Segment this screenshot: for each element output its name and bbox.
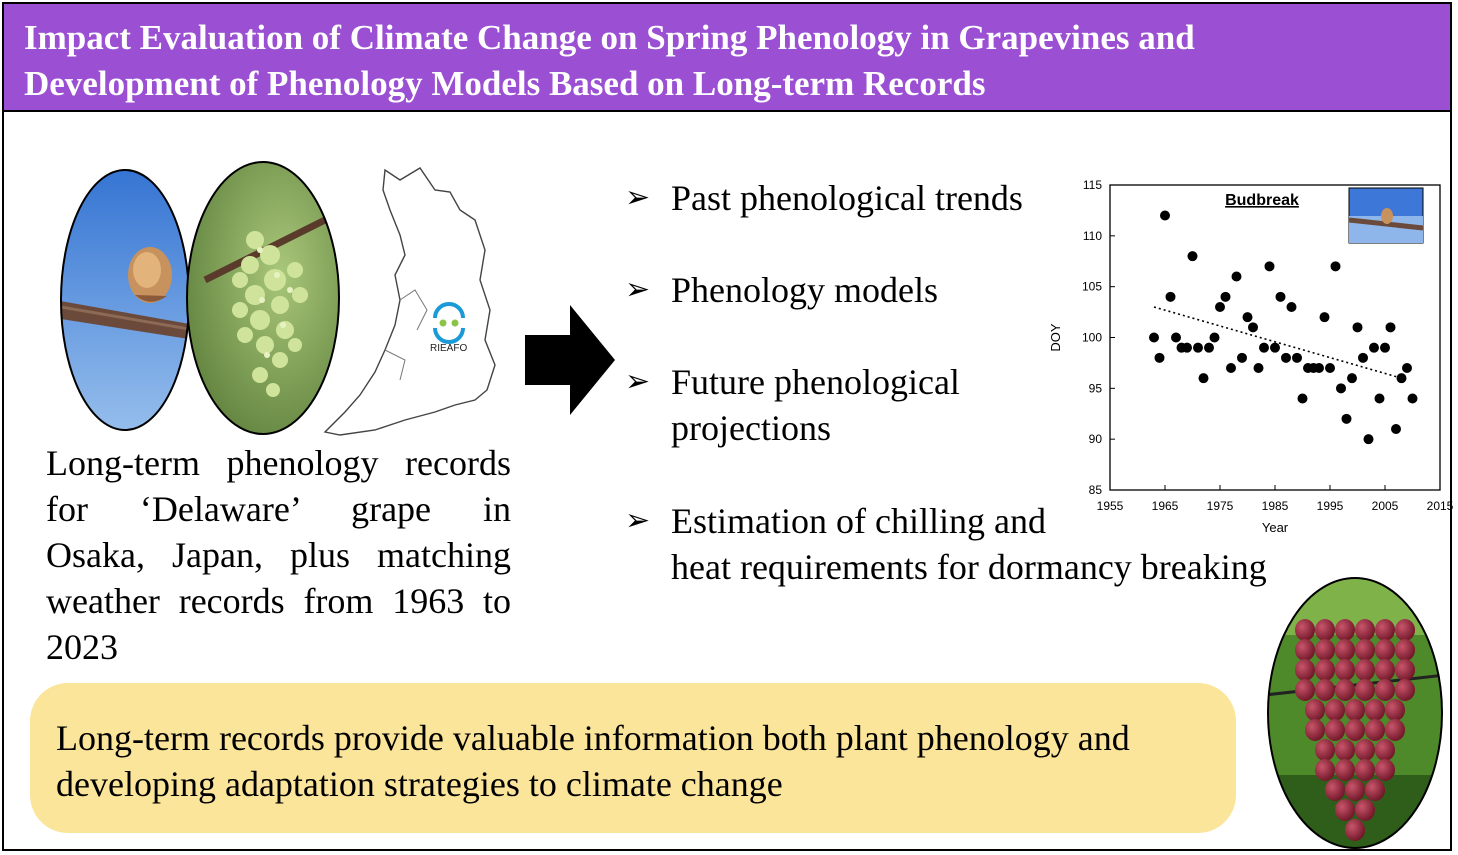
data-point (1397, 373, 1407, 383)
data-point (1254, 363, 1264, 373)
data-point (1226, 363, 1236, 373)
grape-berry (1345, 819, 1365, 841)
topic-text-continued: heat requirements for dormancy breaking (671, 547, 1267, 587)
description-line-3: Osaka, Japan, plus matching (46, 535, 511, 575)
grape-berry (1335, 639, 1355, 661)
grape-berry (1345, 699, 1365, 721)
data-point (1237, 353, 1247, 363)
data-point (1276, 292, 1286, 302)
x-tick-label: 2015 (1426, 499, 1454, 513)
description-line-4: weather records from 1963 to (46, 581, 511, 621)
bullet-arrow-icon: ➢ (625, 365, 651, 398)
conclusion-box (30, 683, 1236, 833)
x-tick-label: 1985 (1261, 499, 1289, 513)
topic-text: Future phenological (671, 362, 960, 402)
data-point (1259, 343, 1269, 353)
y-tick-label: 95 (1088, 381, 1102, 396)
grape-berry (1335, 739, 1355, 761)
description-line-5: 2023 (46, 627, 118, 667)
data-point (1248, 322, 1258, 332)
grape-berry (1365, 719, 1385, 741)
x-axis (1097, 485, 1454, 513)
x-tick-label: 1995 (1316, 499, 1344, 513)
records-description (46, 440, 511, 670)
grape-berry (1355, 759, 1375, 781)
topic-text-continued: projections (671, 408, 831, 448)
x-tick-label: 1965 (1151, 499, 1179, 513)
grape-berry (1355, 639, 1375, 661)
grape-berry (1295, 679, 1315, 701)
data-point (1171, 333, 1181, 343)
data-point (1204, 343, 1214, 353)
grape-berry (1355, 739, 1375, 761)
grape-berry (1325, 779, 1345, 801)
data-point (1210, 333, 1220, 343)
grape-berry (1335, 659, 1355, 681)
grape-berry (1375, 759, 1395, 781)
y-tick-label: 90 (1088, 432, 1102, 447)
data-point (1232, 272, 1242, 282)
x-tick-label: 2005 (1371, 499, 1399, 513)
data-point (1402, 363, 1412, 373)
data-point (1358, 353, 1368, 363)
x-axis-label: Year (1261, 520, 1289, 535)
grape-berry (1355, 679, 1375, 701)
grape-berry (1335, 619, 1355, 641)
y-tick-label: 105 (1081, 279, 1102, 294)
grape-berry (1355, 659, 1375, 681)
grape-berry (1385, 719, 1405, 741)
data-point (1188, 251, 1198, 261)
grape-berry (1375, 739, 1395, 761)
grape-berry (1305, 719, 1325, 741)
data-point (1221, 292, 1231, 302)
grape-berry (1375, 659, 1395, 681)
grape-berry (1295, 659, 1315, 681)
data-point (1364, 434, 1374, 444)
grape-berry (1345, 719, 1365, 741)
data-point (1193, 343, 1203, 353)
topic-text: Estimation of chilling and (671, 501, 1046, 541)
data-point (1342, 414, 1352, 424)
data-point (1331, 261, 1341, 271)
data-point (1314, 363, 1324, 373)
bullet-arrow-icon: ➢ (625, 504, 651, 537)
data-point (1369, 343, 1379, 353)
conclusion-line-2: developing adaptation strategies to climate change (56, 764, 783, 804)
grape-berry (1315, 619, 1335, 641)
grape-berry (1315, 759, 1335, 781)
grape-berry (1395, 619, 1415, 641)
osaka-map-icon (325, 168, 495, 435)
flower-cluster-photo-icon (185, 160, 345, 440)
title-banner (4, 4, 1450, 112)
data-point (1320, 312, 1330, 322)
bullet-arrow-icon: ➢ (625, 181, 651, 214)
grape-berry (1375, 619, 1395, 641)
grape-cluster-photo-icon (1265, 575, 1445, 850)
data-point (1347, 373, 1357, 383)
data-point (1408, 394, 1418, 404)
data-point (1325, 363, 1335, 373)
grape-berry (1315, 679, 1335, 701)
topic-text: Phenology models (671, 270, 938, 310)
grape-berry (1315, 639, 1335, 661)
data-point (1243, 312, 1253, 322)
grape-berry (1315, 659, 1335, 681)
grape-berry (1395, 679, 1415, 701)
data-point (1281, 353, 1291, 363)
right-arrow-icon (525, 305, 615, 415)
data-point (1353, 322, 1363, 332)
grape-berry (1355, 619, 1375, 641)
data-point (1182, 343, 1192, 353)
grape-berry (1395, 659, 1415, 681)
budbreak-inset-photo-icon (1349, 188, 1423, 243)
grape-berry (1325, 699, 1345, 721)
grape-berry (1365, 699, 1385, 721)
bud-photo-icon (55, 150, 195, 450)
grape-berry (1335, 799, 1355, 821)
trend-line (1154, 307, 1402, 378)
data-point (1270, 343, 1280, 353)
description-line-1: Long-term phenology records (46, 443, 511, 483)
grape-berry (1365, 779, 1385, 801)
chart-title: Budbreak (1225, 192, 1299, 209)
grape-berry (1345, 779, 1365, 801)
x-tick-label: 1955 (1096, 499, 1124, 513)
grape-berry (1385, 699, 1405, 721)
data-point (1292, 353, 1302, 363)
grape-berry (1375, 639, 1395, 661)
grape-berry (1325, 719, 1345, 741)
illustration-group (55, 150, 525, 450)
data-point (1166, 292, 1176, 302)
grape-berry (1335, 679, 1355, 701)
description-line-2: for ‘Delaware’ grape in (46, 489, 511, 529)
y-tick-label: 85 (1088, 483, 1102, 497)
logo-text: RIEAFO (430, 343, 468, 354)
y-axis-label: DOY (1048, 323, 1063, 352)
y-tick-label: 100 (1081, 330, 1102, 345)
grape-berry (1305, 699, 1325, 721)
data-point (1287, 302, 1297, 312)
grape-berry (1295, 639, 1315, 661)
grape-berry (1335, 759, 1355, 781)
grape-berry (1315, 739, 1335, 761)
data-point (1199, 373, 1209, 383)
data-point (1298, 394, 1308, 404)
conclusion-line-1: Long-term records provide valuable information both plant phenology and (56, 718, 1130, 758)
data-point (1215, 302, 1225, 312)
data-point (1386, 322, 1396, 332)
data-point (1380, 343, 1390, 353)
y-tick-label: 110 (1082, 228, 1102, 243)
grape-berry (1355, 799, 1375, 821)
data-point (1149, 333, 1159, 343)
title-line-1: Impact Evaluation of Climate Change on Spring Phenology in Grapevines and (24, 18, 1195, 57)
data-point (1375, 394, 1385, 404)
data-point (1160, 211, 1170, 221)
y-tick-label: 115 (1082, 178, 1102, 192)
data-point (1336, 383, 1346, 393)
grape-berry (1295, 619, 1315, 641)
data-point (1391, 424, 1401, 434)
grape-berry (1375, 679, 1395, 701)
data-point (1265, 261, 1275, 271)
data-point (1155, 353, 1165, 363)
topic-text: Past phenological trends (671, 178, 1023, 218)
x-tick-label: 1975 (1206, 499, 1234, 513)
title-line-2: Development of Phenology Models Based on Long-term Records (24, 64, 986, 103)
bullet-arrow-icon: ➢ (625, 273, 651, 306)
budbreak-scatter-chart (1040, 168, 1454, 543)
grape-berry (1395, 639, 1415, 661)
data-points (1149, 211, 1418, 445)
